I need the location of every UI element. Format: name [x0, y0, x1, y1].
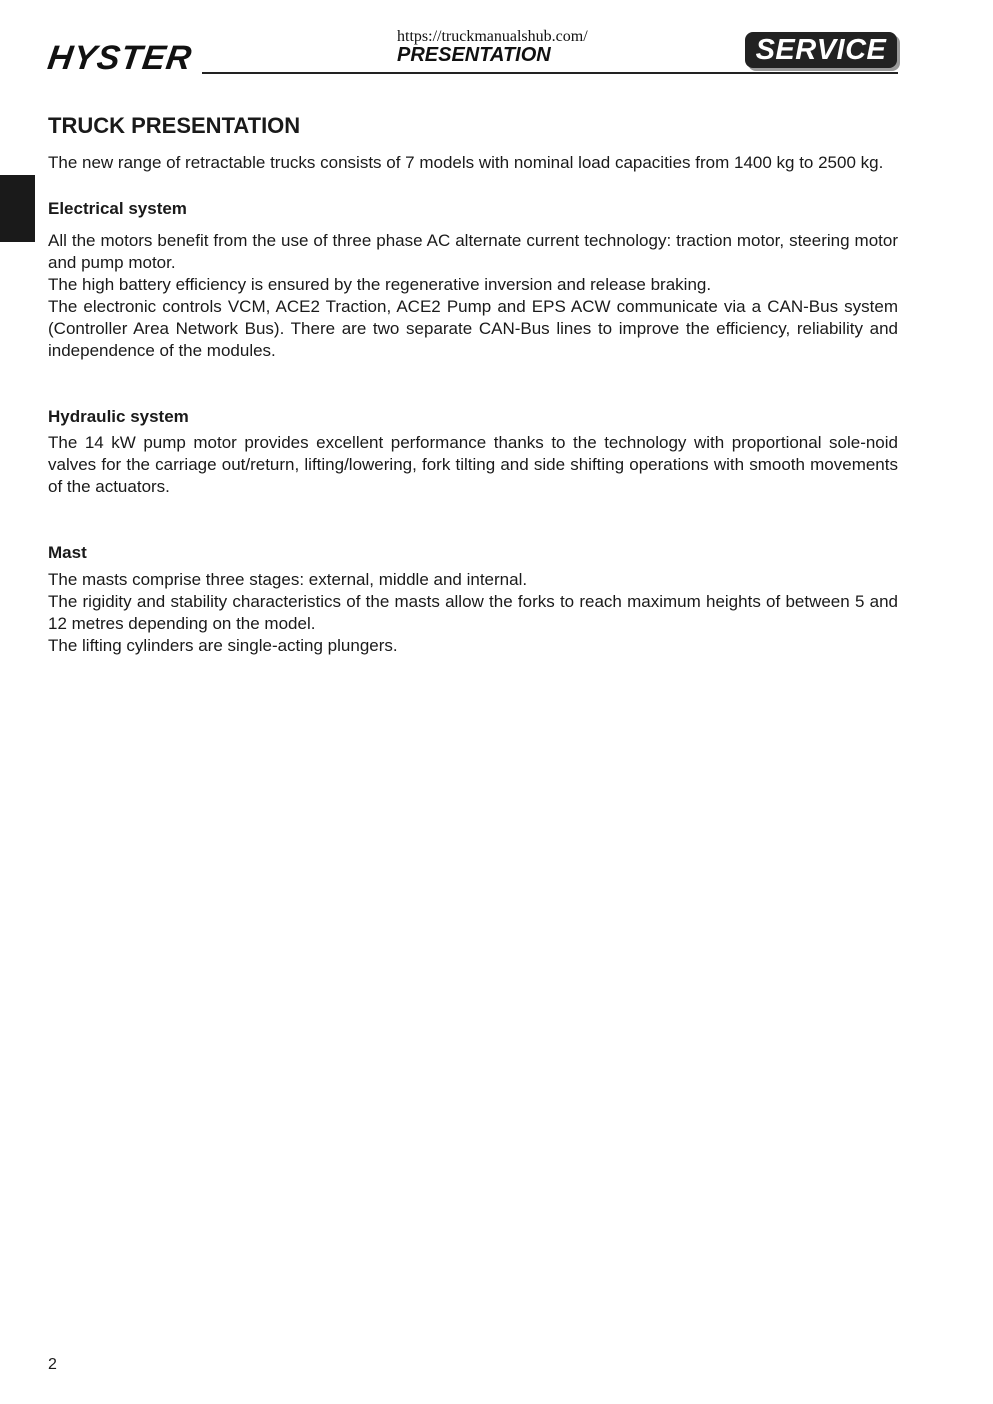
page-number: 2 — [48, 1356, 57, 1373]
mast-paragraph-2: The rigidity and stability characteristics of the masts allow the forks to reach maximum heights of between 5 and 12 metres depending on the model. — [48, 592, 898, 633]
chapter-tab-marker — [0, 175, 35, 242]
electrical-paragraph-2: The high battery efficiency is ensured by the regenerative inversion and release braking. — [48, 275, 712, 294]
header-url[interactable]: https://truckmanualshub.com/ — [397, 28, 588, 45]
brand-logo: HYSTER — [45, 39, 195, 77]
page-header — [0, 0, 993, 80]
header-rule — [202, 72, 898, 74]
mast-paragraph-3: The lifting cylinders are single-acting plungers. — [48, 636, 398, 655]
electrical-paragraph-1: All the motors benefit from the use of three phase AC alternate current technology: traction motor, steering motor and pump motor. — [48, 231, 898, 272]
electrical-system-heading: Electrical system — [48, 199, 187, 218]
mast-paragraph-1: The masts comprise three stages: external, middle and internal. — [48, 570, 528, 589]
hydraulic-paragraph: The 14 kW pump motor provides excellent performance thanks to the technology with proportional sole-noid valves for the carriage out/return, lifting/lowering, fork tilting and side shifting operations with smooth movements of the actuators. — [48, 433, 898, 496]
hydraulic-system-heading: Hydraulic system — [48, 407, 189, 426]
intro-paragraph: The new range of retractable trucks consists of 7 models with nominal load capacities from 1400 kg to 2500 kg. — [48, 153, 884, 172]
page-title: TRUCK PRESENTATION — [48, 113, 301, 138]
electrical-paragraph-3: The electronic controls VCM, ACE2 Traction, ACE2 Pump and EPS ACW communicate via a CAN-Bus system (Controller Area Network Bus). There are two separate CAN-Bus lines to improve the efficiency, reliability and independence of the modules. — [48, 297, 898, 360]
main-content — [48, 112, 898, 657]
section-title: PRESENTATION — [397, 44, 551, 66]
mast-heading: Mast — [48, 543, 87, 562]
service-badge: SERVICE — [745, 32, 897, 68]
